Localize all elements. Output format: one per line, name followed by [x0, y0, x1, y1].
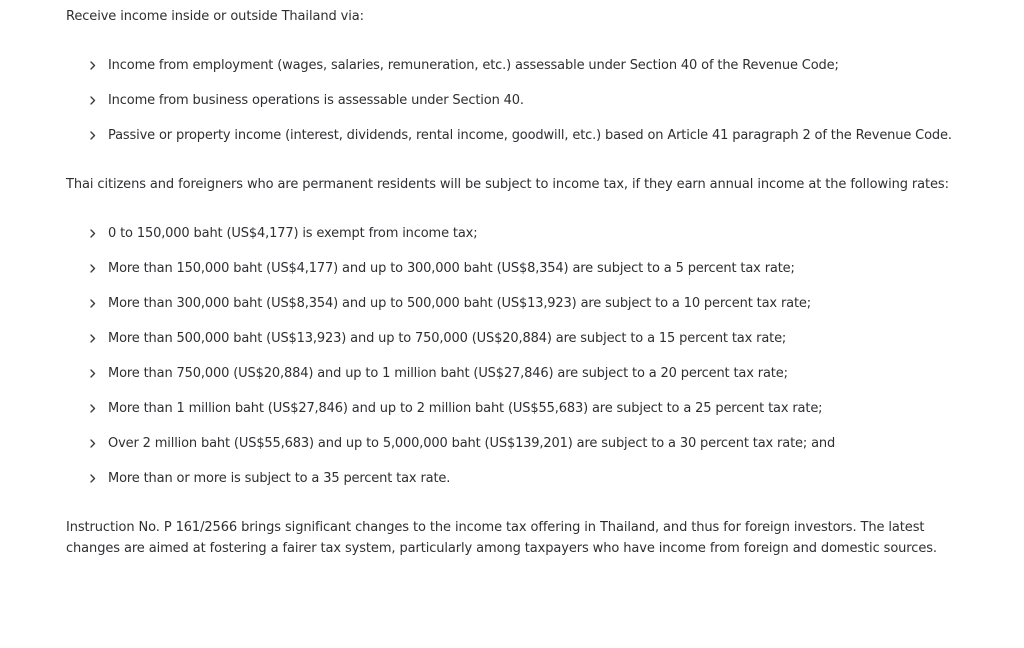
chevron-right-icon	[90, 468, 100, 489]
list-item	[90, 55, 958, 76]
list-item-text: Income from employment (wages, salaries, remuneration, etc.) assessable under Section 40 of the Revenue Code;	[108, 58, 839, 73]
citizens-paragraph: Thai citizens and foreigners who are permanent residents will be subject to income tax, if they earn annual income at the following rates:	[66, 177, 949, 192]
chevron-right-icon	[90, 258, 100, 279]
list-item-text: More than 500,000 baht (US$13,923) and up to 750,000 (US$20,884) are subject to a 15 percent tax rate;	[108, 331, 787, 346]
list-item-text: More than 150,000 baht (US$4,177) and up to 300,000 baht (US$8,354) are subject to a 5 percent tax rate;	[108, 261, 795, 276]
tax-rates-list	[66, 223, 958, 489]
chevron-right-icon	[90, 363, 100, 384]
chevron-right-icon	[90, 433, 100, 454]
list-item	[90, 125, 958, 146]
chevron-right-icon	[90, 223, 100, 244]
chevron-right-icon	[90, 55, 100, 76]
instruction-paragraph: Instruction No. P 161/2566 brings significant changes to the income tax offering in Thailand, and thus for foreign investors. The latest changes are aimed at fostering a fairer tax system, particularly among taxpayers who have income from foreign and domestic sources.	[66, 520, 937, 556]
list-item	[90, 363, 958, 384]
chevron-right-icon	[90, 90, 100, 111]
list-item	[90, 398, 958, 419]
list-item-text: Income from business operations is assessable under Section 40.	[108, 93, 524, 108]
list-item	[90, 223, 958, 244]
list-item	[90, 90, 958, 111]
intro-text: Receive income inside or outside Thailand via:	[66, 9, 364, 24]
chevron-right-icon	[90, 293, 100, 314]
list-item	[90, 468, 958, 489]
list-item-text: More than 1 million baht (US$27,846) and up to 2 million baht (US$55,683) are subject to a 25 percent tax rate;	[108, 401, 823, 416]
list-item-text: 0 to 150,000 baht (US$4,177) is exempt from income tax;	[108, 226, 478, 241]
list-item	[90, 258, 958, 279]
income-sources-list	[66, 55, 958, 146]
list-item	[90, 293, 958, 314]
list-item-text: Passive or property income (interest, dividends, rental income, goodwill, etc.) based on Article 41 paragraph 2 of the Revenue Code.	[108, 128, 952, 143]
list-item-text: Over 2 million baht (US$55,683) and up to 5,000,000 baht (US$139,201) are subject to a 30 percent tax rate; and	[108, 436, 836, 451]
chevron-right-icon	[90, 125, 100, 146]
list-item	[90, 433, 958, 454]
list-item-text: More than 750,000 (US$20,884) and up to 1 million baht (US$27,846) are subject to a 20 percent tax rate;	[108, 366, 788, 381]
list-item	[90, 328, 958, 349]
list-item-text: More than or more is subject to a 35 percent tax rate.	[108, 471, 451, 486]
chevron-right-icon	[90, 398, 100, 419]
list-item-text: More than 300,000 baht (US$8,354) and up to 500,000 baht (US$13,923) are subject to a 10 percent tax rate;	[108, 296, 811, 311]
chevron-right-icon	[90, 328, 100, 349]
